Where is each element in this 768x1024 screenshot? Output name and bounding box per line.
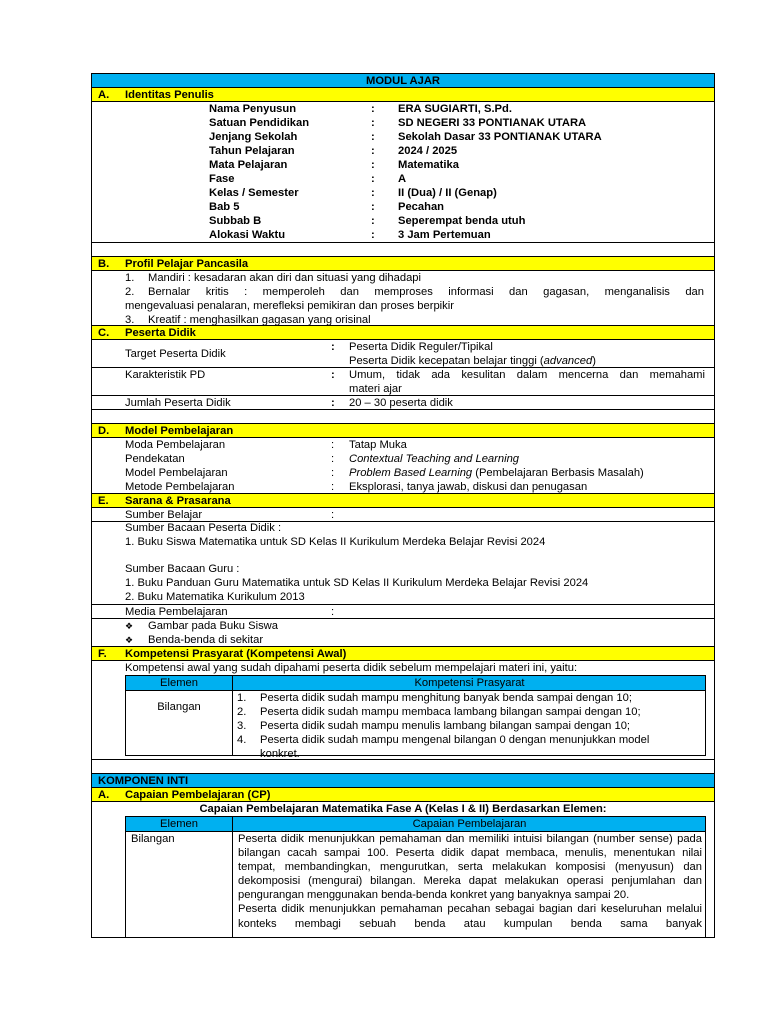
list-item (92, 285, 714, 299)
list-item (92, 271, 714, 285)
jumlah-row (92, 396, 714, 410)
list-item (92, 313, 714, 327)
column-header: Elemen (160, 677, 198, 689)
section-e-header (92, 494, 714, 508)
section-c-header (92, 326, 714, 340)
jumlah-value: 20 – 30 peserta didik (349, 397, 453, 409)
karakteristik-value-1: Umum, tidak ada kesulitan dalam mencerna dan memahami (349, 369, 705, 381)
field-label: Mata Pelajaran (209, 159, 288, 171)
field-row (92, 186, 714, 200)
field-row (92, 130, 714, 144)
target-row (92, 340, 714, 368)
colon: : (331, 439, 335, 451)
column-header: Elemen (160, 818, 198, 830)
field-row (92, 102, 714, 116)
item-text: konkret. (260, 748, 300, 760)
jumlah-label: Jumlah Peserta Didik (125, 397, 231, 409)
diamond-bullet-icon: ❖ (125, 621, 134, 631)
field-label: Nama Penyusun (209, 103, 297, 115)
media-list (92, 619, 714, 647)
section-f-header (92, 647, 714, 661)
media-row (92, 605, 714, 619)
sumber-siswa-heading: Sumber Bacaan Peserta Didik : (125, 522, 282, 534)
value-rest: (Pembelajaran Berbasis Masalah) (472, 467, 644, 479)
item-number: 3. (237, 720, 247, 732)
field-label: Jenjang Sekolah (209, 131, 298, 143)
section-title: Profil Pelajar Pancasila (125, 258, 249, 270)
model-row (92, 452, 714, 466)
item-number: 1. (237, 692, 247, 704)
field-label: Bab 5 (209, 201, 240, 213)
field-value: II (Dua) / II (Genap) (398, 187, 497, 199)
profil-block (92, 271, 714, 326)
column-header: Capaian Pembelajaran (412, 818, 527, 830)
list-item (92, 619, 714, 633)
modul-ajar-table (91, 73, 715, 938)
model-block (92, 438, 714, 494)
text-italic: advanced (543, 355, 593, 367)
section-letter: C. (98, 327, 110, 339)
colon: : (331, 341, 335, 353)
section-letter: D. (98, 425, 110, 437)
item-text: Kreatif : menghasilkan gagasan yang orisinal (148, 314, 371, 326)
item-text: mengevaluasi penalaran, merefleksi pemikiran dan proses berpikir (125, 300, 454, 312)
field-value: Seperempat benda utuh (398, 215, 526, 227)
colon: : (331, 467, 335, 479)
sumber-block (92, 522, 714, 605)
field-label: Fase (209, 173, 235, 185)
field-row (92, 144, 714, 158)
elemen-cell: Bilangan (157, 701, 201, 713)
item-number: 3. (125, 314, 135, 326)
list-item (232, 691, 702, 705)
field-row (92, 214, 714, 228)
field-row (92, 228, 714, 242)
spacer-row (92, 243, 714, 257)
section-b-header (92, 257, 714, 271)
kompetensi-block (92, 661, 714, 760)
identitas-block (92, 102, 714, 243)
field-label: Alokasi Waktu (209, 229, 286, 241)
kompetensi-table (125, 675, 706, 760)
sumber-siswa-item: 1. Buku Siswa Matematika untuk SD Kelas II Kurikulum Merdeka Belajar Revisi 2024 (125, 535, 546, 548)
cp-table (125, 816, 706, 938)
section-title: Kompetensi Prasyarat (Kompetensi Awal) (125, 648, 347, 660)
text: Peserta Didik kecepatan belajar tinggi ( (349, 355, 544, 367)
list-item-continued (232, 747, 702, 761)
colon: : (371, 187, 375, 199)
section-title: Identitas Penulis (125, 89, 214, 101)
target-label: Target Peserta Didik (125, 348, 226, 360)
colon: : (371, 215, 375, 227)
colon: : (331, 509, 335, 521)
komponen-inti-header (92, 774, 714, 788)
section-title: Model Pembelajaran (125, 425, 234, 437)
field-label: Satuan Pendidikan (209, 117, 310, 129)
cp-header (92, 788, 714, 802)
colon: : (371, 131, 375, 143)
value (349, 466, 644, 480)
cp-block (92, 802, 714, 938)
field-value: ERA SUGIARTI, S.Pd. (398, 103, 512, 115)
colon: : (371, 173, 375, 185)
kompetensi-intro: Kompetensi awal yang sudah dipahami peserta didik sebelum mempelajari materi ini, yaitu: (125, 662, 578, 674)
column-header: Kompetensi Prasyarat (414, 677, 525, 689)
label: Model Pembelajaran (125, 467, 228, 479)
section-letter: F. (98, 648, 107, 660)
cp-paragraph-2: Peserta didik menunjukkan pemahaman pecahan sebagai bagian dari keseluruhan melalui konteks membagi sebuah benda atau kumpulan benda sama banyak (238, 903, 702, 930)
field-row (92, 158, 714, 172)
colon: : (331, 481, 335, 493)
list-item (232, 719, 702, 733)
karakteristik-values (349, 368, 705, 396)
target-values (349, 340, 596, 368)
sumber-guru-item: 1. Buku Panduan Guru Matematika untuk SD Kelas II Kurikulum Merdeka Belajar Revisi 2024 (125, 577, 589, 590)
cp-paragraph-1: Peserta didik menunjukkan pemahaman dan memiliki intuisi bilangan (number sense) pada bilangan cacah sampai 100. Peserta didik dapat membaca, menulis, menentukan nilai tempat, membandingkan, mengurutkan, serta melakukan komposisi (menyusun) dan dekomposisi (mengurai) bilangan. Mereka dapat melakukan operasi penjumlahan dan pengurangan menggunakan benda-benda konkret yang banyaknya sampai 20. (238, 833, 702, 902)
section-letter: A. (98, 789, 110, 801)
elemen-cell: Bilangan (131, 833, 175, 845)
komponen-title: KOMPONEN INTI (98, 775, 189, 787)
divider (232, 676, 233, 690)
item-text: Gambar pada Buku Siswa (148, 620, 278, 632)
colon: : (331, 397, 335, 409)
karakteristik-value-2: materi ajar (349, 383, 402, 395)
colon: : (371, 103, 375, 115)
blank-line (125, 550, 588, 564)
list-item (92, 633, 714, 647)
colon: : (371, 117, 375, 129)
field-label: Tahun Pelajaran (209, 145, 295, 157)
field-value: Pecahan (398, 201, 445, 213)
divider (232, 817, 233, 831)
label: Metode Pembelajaran (125, 481, 235, 493)
section-letter: A. (98, 89, 110, 101)
field-value: SD NEGERI 33 PONTIANAK UTARA (398, 117, 587, 129)
cp-table-header (126, 817, 705, 832)
label: Moda Pembelajaran (125, 439, 226, 451)
section-letter: B. (98, 258, 110, 270)
item-text: Peserta didik sudah mampu membaca lambang bilangan sampai dengan 10; (260, 706, 641, 718)
section-title: Peserta Didik (125, 327, 196, 339)
model-row (92, 480, 714, 494)
item-text: Peserta didik sudah mampu mengenal bilangan 0 dengan menunjukkan model (260, 734, 650, 746)
divider (232, 831, 233, 938)
section-title: Capaian Pembelajaran (CP) (125, 789, 271, 801)
item-text: Peserta didik sudah mampu menghitung banyak benda sampai dengan 10; (260, 692, 632, 704)
list-item (232, 705, 702, 719)
section-d-header (92, 424, 714, 438)
karakteristik-label: Karakteristik PD (125, 369, 206, 381)
field-value: 3 Jam Pertemuan (398, 229, 491, 241)
item-number: 1. (125, 272, 135, 284)
list-item-continued (92, 299, 714, 313)
field-value: Sekolah Dasar 33 PONTIANAK UTARA (398, 131, 602, 143)
sumber-guru-item: 2. Buku Matematika Kurikulum 2013 (125, 590, 305, 603)
model-row (92, 466, 714, 480)
media-label: Media Pembelajaran (125, 606, 228, 618)
cp-paragraph (238, 832, 702, 931)
model-row (92, 438, 714, 452)
sumber-label: Sumber Belajar (125, 509, 203, 521)
text: ) (592, 355, 596, 367)
list-item (232, 733, 702, 747)
colon: : (331, 606, 335, 618)
target-value-1: Peserta Didik Reguler/Tipikal (349, 341, 493, 353)
document-title: MODUL AJAR (92, 74, 714, 88)
sumber-row (92, 508, 714, 522)
item-text: Bernalar kritis : memperoleh dan memproses informasi dan gagasan, menganalisis dan (148, 286, 704, 298)
field-row (92, 200, 714, 214)
sumber-guru-heading: Sumber Bacaan Guru : (125, 563, 240, 576)
field-row (92, 116, 714, 130)
karakteristik-row (92, 368, 714, 396)
colon: : (371, 229, 375, 241)
item-number: 2. (125, 286, 135, 298)
field-value: Matematika (398, 159, 459, 171)
kompetensi-list (232, 691, 702, 761)
kompetensi-table-header (126, 676, 705, 691)
colon: : (371, 201, 375, 213)
field-row (92, 172, 714, 186)
diamond-bullet-icon: ❖ (125, 635, 134, 645)
colon: : (331, 369, 335, 381)
value: Eksplorasi, tanya jawab, diskusi dan penugasan (349, 481, 588, 493)
spacer-row (92, 410, 714, 424)
spacer-row (92, 760, 714, 774)
sumber-list (125, 522, 588, 605)
field-value: A (398, 173, 407, 185)
value: Contextual Teaching and Learning (349, 453, 520, 465)
item-text: Peserta didik sudah mampu menulis lambang bilangan sampai dengan 10; (260, 720, 631, 732)
cp-subtitle: Capaian Pembelajaran Matematika Fase A (Kelas I & II) Berdasarkan Elemen: (199, 803, 607, 815)
section-a-header (92, 88, 714, 102)
field-value: 2024 / 2025 (398, 145, 458, 157)
value-italic: Problem Based Learning (349, 467, 473, 479)
section-letter: E. (98, 495, 109, 507)
field-label: Subbab B (209, 215, 262, 227)
item-number: 2. (237, 706, 247, 718)
colon: : (331, 453, 335, 465)
section-title: Sarana & Prasarana (125, 495, 231, 507)
item-text: Benda-benda di sekitar (148, 634, 264, 646)
item-number: 4. (237, 734, 247, 746)
colon: : (371, 145, 375, 157)
colon: : (371, 159, 375, 171)
value: Tatap Muka (349, 439, 407, 451)
target-value-2 (349, 354, 596, 368)
item-text: Mandiri : kesadaran akan diri dan situasi yang dihadapi (148, 272, 422, 284)
label: Pendekatan (125, 453, 185, 465)
field-label: Kelas / Semester (209, 187, 299, 199)
